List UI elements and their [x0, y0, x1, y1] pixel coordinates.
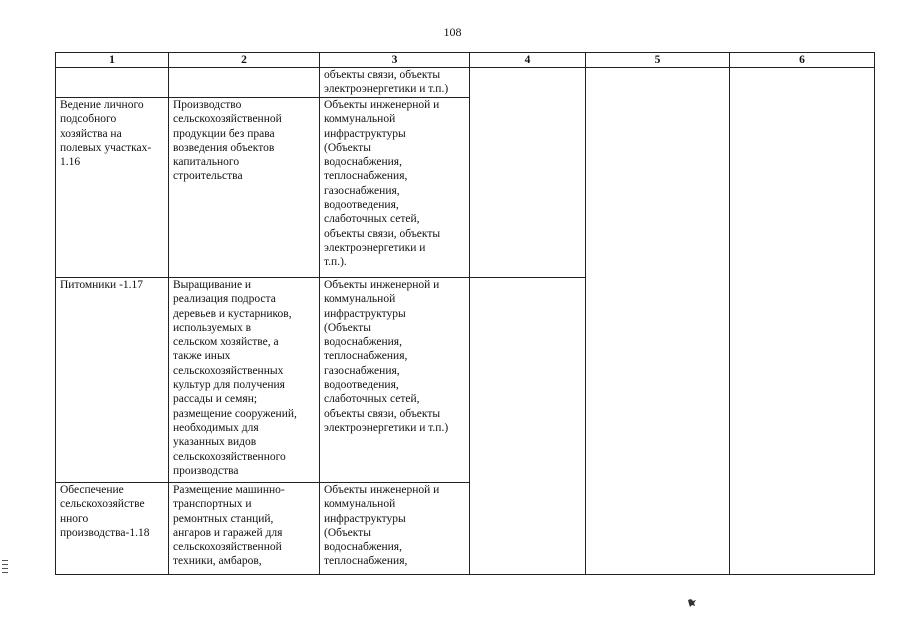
column-header-6: 6	[730, 53, 875, 68]
cell-auxiliary-objects: Объекты инженерной и коммунальной инфраструктуры (Объекты водоснабжения, теплоснабжения,	[320, 483, 470, 575]
cell-use-description	[169, 68, 320, 98]
cell-auxiliary-objects: Объекты инженерной и коммунальной инфраструктуры (Объекты водоснабжения, теплоснабжения, газоснабжения, водоотведения, слаботочных сетей, объекты связи, объекты электроэнергетики и т.п.).	[320, 98, 470, 278]
scan-edge-mark	[2, 560, 8, 584]
cell-auxiliary-objects: Объекты инженерной и коммунальной инфраструктуры (Объекты водоснабжения, теплоснабжения, газоснабжения, водоотведения, слаботочных сетей, объекты связи, объекты электроэнергетики и т.п.)	[320, 278, 470, 483]
column-header-1: 1	[56, 53, 169, 68]
cell-use-name	[56, 68, 169, 98]
cell-empty	[470, 68, 586, 278]
table-header-row	[56, 53, 875, 68]
cell-use-description: Производство сельскохозяйственной продукции без права возведения объектов капитального строительства	[169, 98, 320, 278]
column-header-5: 5	[586, 53, 730, 68]
column-header-2: 2	[169, 53, 320, 68]
cell-use-name: Обеспечение сельскохозяйстве нного производства-1.18	[56, 483, 169, 575]
ink-smudge-icon	[686, 597, 698, 609]
page-number: 108	[443, 25, 462, 39]
column-header-4: 4	[470, 53, 586, 68]
cell-use-name: Питомники -1.17	[56, 278, 169, 483]
column-header-3: 3	[320, 53, 470, 68]
cell-empty	[470, 278, 586, 575]
table-row	[56, 68, 875, 98]
zoning-table	[55, 52, 875, 575]
cell-use-description: Размещение машинно- транспортных и ремонтных станций, ангаров и гаражей для сельскохозяйственной техники, амбаров,	[169, 483, 320, 575]
cell-empty	[586, 68, 730, 575]
cell-use-description: Выращивание и реализация подроста деревьев и кустарников, используемых в сельском хозяйстве, а также иных сельскохозяйственных культур для получения рассады и семян; размещение сооружений, необходимых для указанных видов сельскохозяйственного производства	[169, 278, 320, 483]
cell-auxiliary-objects: объекты связи, объекты электроэнергетики и т.п.)	[320, 68, 470, 98]
cell-use-name: Ведение личного подсобного хозяйства на полевых участках- 1.16	[56, 98, 169, 278]
cell-empty	[730, 68, 875, 575]
